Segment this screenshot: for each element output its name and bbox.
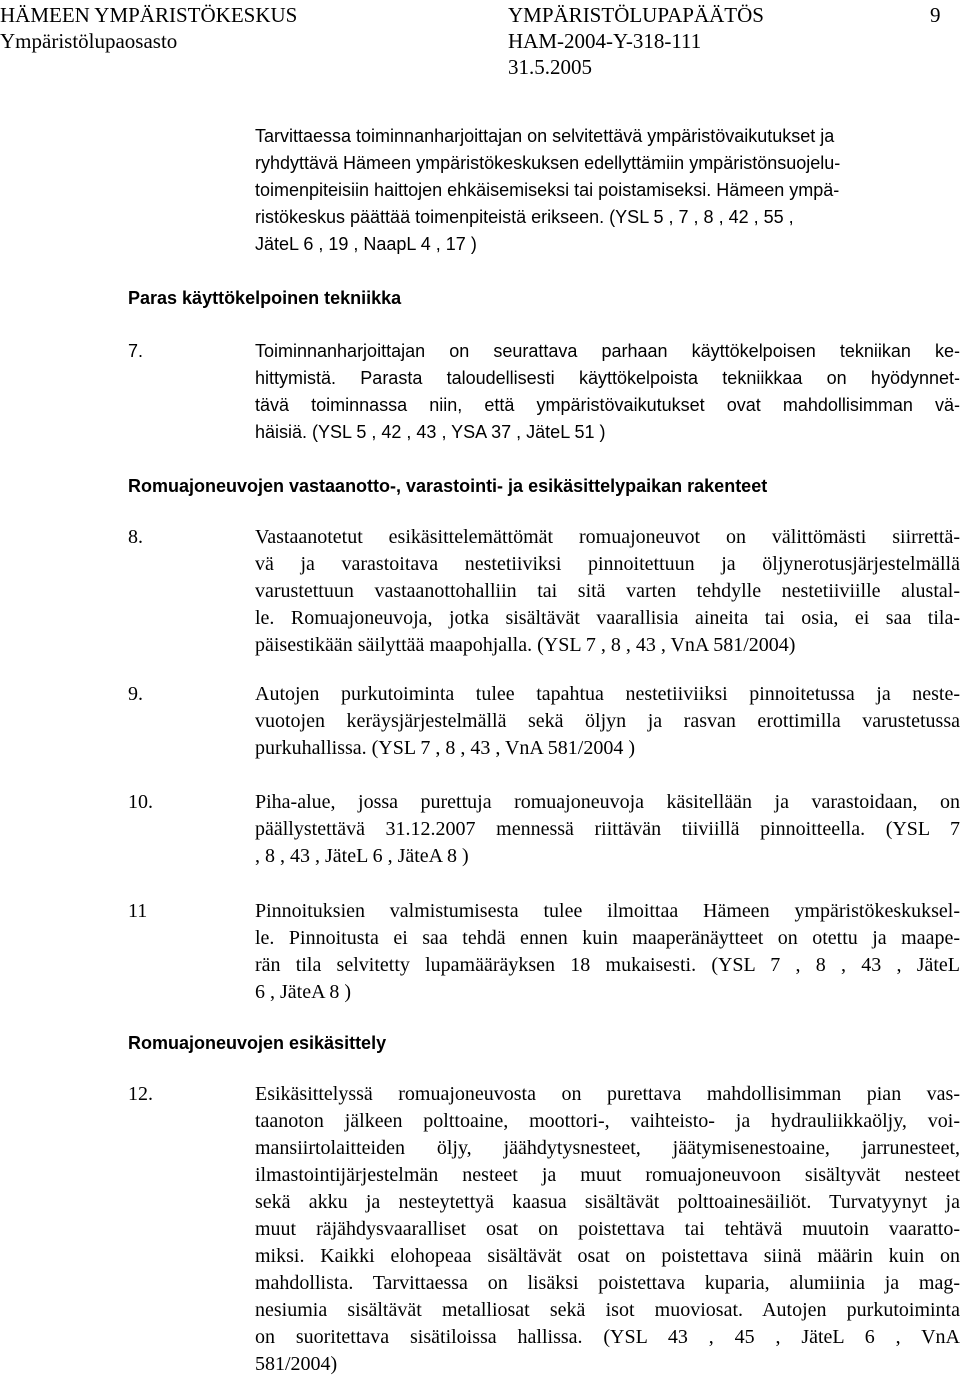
text-line: Piha-alue, jossa purettuja romuajoneuvoja käsitellään ja varastoidaan, on bbox=[255, 791, 960, 813]
text-line: on suoritettava sisätiloissa hallissa. (YSL 43 , 45 , JäteL 6 , VnA bbox=[255, 1326, 960, 1348]
document-code: HAM-2004-Y-318-111 bbox=[508, 29, 702, 53]
text-line: vä ja varastoitava nestetiiviksi pinnoitettuun ja öljynerotusjärjestelmällä bbox=[255, 553, 960, 575]
item-text bbox=[255, 338, 960, 446]
text-line: päisestikään säilyttää maapohjalla. (YSL 7 , 8 , 43 , VnA 581/2004) bbox=[255, 634, 796, 656]
text-line: , 8 , 43 , JäteL 6 , JäteA 8 ) bbox=[255, 845, 469, 867]
item-text bbox=[255, 789, 960, 870]
text-line: häisiä. (YSL 5 , 42 , 43 , YSA 37 , JäteL 51 ) bbox=[255, 422, 606, 442]
item-number: 8. bbox=[128, 526, 143, 548]
text-line: le. Romuajoneuvoja, jotka sisältävät vaarallisia aineita tai osia, ei saa tila- bbox=[255, 607, 960, 629]
text-line: toimenpiteisiin haittojen ehkäisemiseksi tai poistamiseksi. Hämeen ympä- bbox=[255, 180, 840, 200]
text-line: muut räjähdysvaaralliset osat on poistettava tai tehtävä muutoin vaaratto- bbox=[255, 1218, 960, 1240]
text-line: hittymistä. Parasta taloudellisesti käyttökelpoista tekniikkaa on hyödynnet- bbox=[255, 368, 960, 388]
text-line: Autojen purkutoiminta tulee tapahtua nestetiiviiksi pinnoitetussa ja neste- bbox=[255, 683, 960, 705]
text-line: Tarvittaessa toiminnanharjoittajan on selvitettävä ympäristövaikutukset ja bbox=[255, 126, 835, 146]
item-text bbox=[255, 898, 960, 1006]
item-text bbox=[255, 1081, 960, 1378]
text-line: mansiirtolaitteiden öljy, jäähdytysnesteet, jäätymisenestoaine, jarrunesteet, bbox=[255, 1137, 960, 1159]
text-line: ilmastointijärjestelmän nesteet ja muut romuajoneuvoon sisältyvät nesteet bbox=[255, 1164, 960, 1186]
section-heading: Paras käyttökelpoinen tekniikka bbox=[128, 288, 402, 308]
organization-name: HÄMEEN YMPÄRISTÖKESKUS bbox=[0, 3, 298, 27]
text-line: 6 , JäteA 8 ) bbox=[255, 981, 352, 1003]
page-number: 9 bbox=[930, 3, 941, 27]
item-number: 11 bbox=[128, 900, 148, 922]
text-line: Esikäsittelyssä romuajoneuvosta on purettava mahdollisimman pian vas- bbox=[255, 1083, 960, 1105]
text-line: purkuhallissa. (YSL 7 , 8 , 43 , VnA 581/2004 ) bbox=[255, 737, 635, 759]
item-number: 10. bbox=[128, 791, 153, 813]
section-heading: Romuajoneuvojen esikäsittely bbox=[128, 1033, 387, 1053]
text-line: Pinnoituksien valmistumisesta tulee ilmoittaa Hämeen ympäristökeskuksel- bbox=[255, 900, 960, 922]
text-line: ryhdyttävä Hämeen ympäristökeskuksen edellyttämiin ympäristönsuojelu- bbox=[255, 153, 841, 173]
text-line: tävä toiminnassa niin, että ympäristövaikutukset ovat mahdollisimman vä- bbox=[255, 395, 960, 415]
item-text bbox=[255, 524, 960, 659]
intro-paragraph bbox=[255, 123, 960, 258]
text-line: taanoton jälkeen polttoaine, moottori-, vaihteisto- ja hydrauliikkaöljy, voi- bbox=[255, 1110, 960, 1132]
document-type: YMPÄRISTÖLUPAPÄÄTÖS bbox=[508, 3, 764, 27]
section-heading: Romuajoneuvojen vastaanotto-, varastointi- ja esikäsittelypaikan rakenteet bbox=[128, 476, 768, 496]
text-line: JäteL 6 , 19 , NaapL 4 , 17 ) bbox=[255, 234, 477, 254]
department-name: Ympäristölupaosasto bbox=[0, 29, 178, 53]
text-line: Vastaanotetut esikäsittelemättömät romuajoneuvot on välittömästi siirrettä- bbox=[255, 526, 960, 548]
text-line: nesiumia sisältävät metalliosat sekä isot muoviosat. Autojen purkutoiminta bbox=[255, 1299, 960, 1321]
item-text bbox=[255, 681, 960, 762]
text-line: sekä akku ja nesteytettyä kaasua sisältävät polttoainesäiliöt. Turvatyynyt ja bbox=[255, 1191, 960, 1213]
text-line: miksi. Kaikki elohopeaa sisältävät osat on poistettava siinä määrin kuin on bbox=[255, 1245, 960, 1267]
document-date: 31.5.2005 bbox=[508, 55, 592, 79]
text-line: päällystettävä 31.12.2007 mennessä riittävän tiiviillä pinnoitteella. (YSL 7 bbox=[255, 818, 960, 840]
text-line: ristökeskus päättää toimenpiteistä erikseen. (YSL 5 , 7 , 8 , 42 , 55 , bbox=[255, 207, 794, 227]
text-line: rän tila selvitetty lupamääräyksen 18 mukaisesti. (YSL 7 , 8 , 43 , JäteL bbox=[255, 954, 960, 976]
text-line: Toiminnanharjoittajan on seurattava parhaan käyttökelpoisen tekniikan ke- bbox=[255, 341, 960, 361]
item-number: 12. bbox=[128, 1083, 153, 1105]
item-number: 7. bbox=[128, 341, 144, 361]
text-line: vuotojen keräysjärjestelmällä sekä öljyn ja rasvan erottimilla varustetussa bbox=[255, 710, 960, 732]
item-number: 9. bbox=[128, 683, 143, 705]
text-line: mahdollista. Tarvittaessa on lisäksi poistettava kuparia, alumiinia ja mag- bbox=[255, 1272, 960, 1294]
text-line: 581/2004) bbox=[255, 1353, 338, 1375]
text-line: varustettuun vastaanottohalliin tai sitä varten tehdylle nestetiiviille alustal- bbox=[255, 580, 960, 602]
text-line: le. Pinnoitusta ei saa tehdä ennen kuin maaperänäytteet on otettu ja maape- bbox=[255, 927, 960, 949]
